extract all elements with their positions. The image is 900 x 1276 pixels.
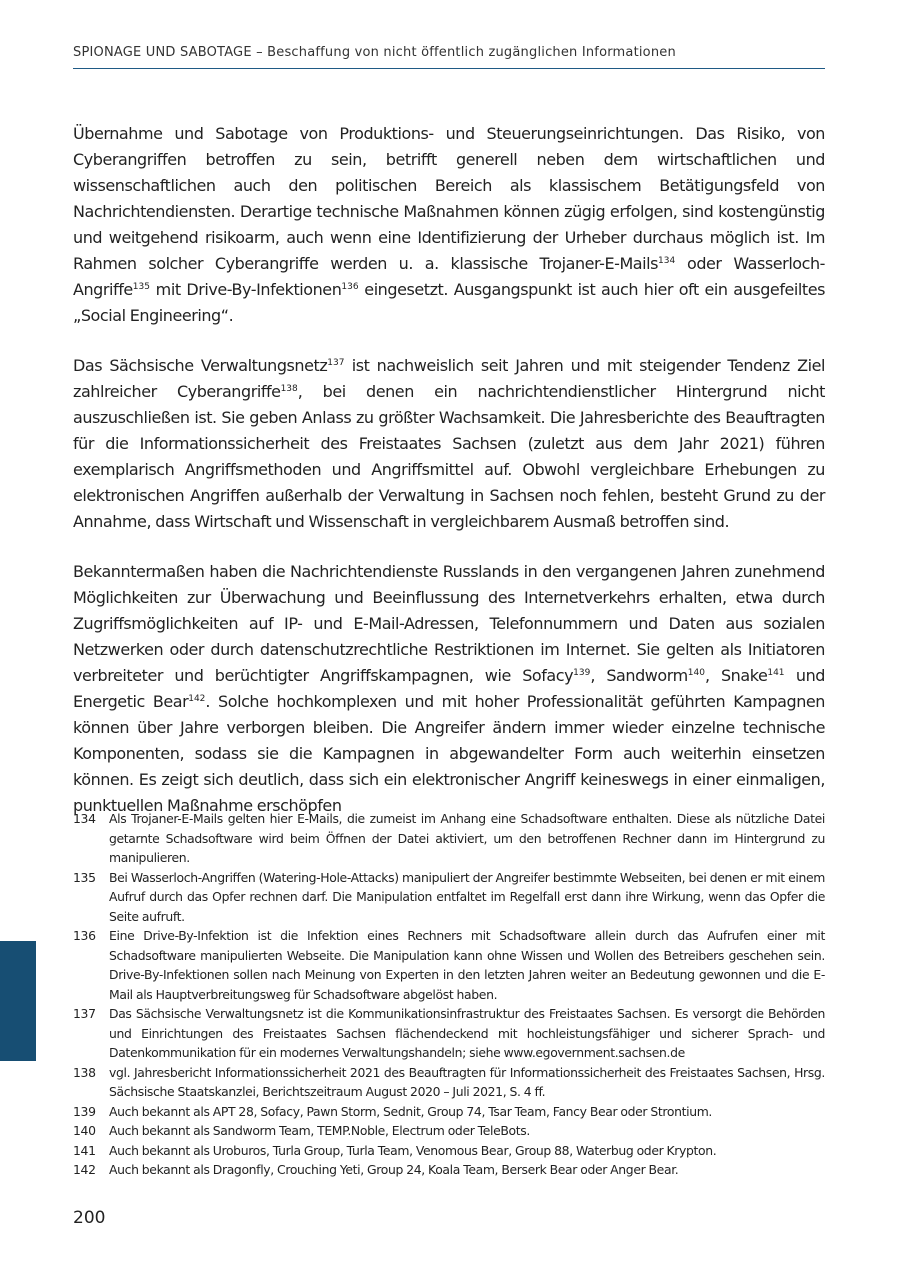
footnote-134 bbox=[73, 809, 825, 868]
p2-text: ist nachweislich seit Jahren und mit steigender Tendenz Ziel zahlreicher Cyberangriffe bbox=[73, 356, 825, 401]
footnote-ref-136[interactable]: 136 bbox=[341, 282, 359, 292]
footnote-138 bbox=[73, 1063, 825, 1102]
p3-text: . Solche hochkomplexen und mit hoher Professionalität geführten Kampagnen können über Jahre verborgen bleiben. Die Angreifer ändern immer wieder einzelne technische Komponenten, sodass sie die Kampagnen in abgewandelter Form auch weiterhin einsetzen können. Es zeigt sich deutlich, dass sich ein elektronischer Angriff keineswegs in einer einmaligen, punktuellen Maßnahme erschöpfen bbox=[73, 692, 825, 815]
p3-text: , Sandworm bbox=[590, 666, 688, 685]
footnote-number: 139 bbox=[73, 1103, 96, 1119]
footnote-ref-140[interactable]: 140 bbox=[687, 668, 705, 678]
p3-text: , Snake bbox=[704, 666, 768, 685]
footnote-135 bbox=[73, 868, 825, 927]
footnote-number: 136 bbox=[73, 928, 96, 943]
page-number: 200 bbox=[73, 1208, 106, 1228]
footnote-ref-141[interactable]: 141 bbox=[767, 668, 785, 678]
footnote-136 bbox=[73, 926, 825, 1004]
footnote-number: 135 bbox=[73, 869, 96, 885]
footnote-text: Auch bekannt als Uroburos, Turla Group, Turla Team, Venomous Bear, Group 88, Waterbug oder Krypton. bbox=[109, 1142, 717, 1158]
footnote-text: Eine Drive-By-Infektion ist die Infektion eines Rechners mit Schadsoftware allein durch das Aufrufen einer mit Schadsoftware manipulierten Webseite. Die Manipulation kann ohne Wissen und Wollen des Betreibers geschehen sein. Drive-By-Infektionen sollen nach Meinung von Experten in den letzten Jahren weiter an Bedeutung gewonnen und die E-Mail als Hauptverbreitungsweg für Schadsoftware abgelöst haben. bbox=[109, 928, 825, 1002]
running-header bbox=[73, 44, 825, 62]
footnote-142 bbox=[73, 1160, 825, 1180]
footnote-140 bbox=[73, 1121, 825, 1141]
footnote-ref-135[interactable]: 135 bbox=[132, 282, 150, 292]
footnote-ref-137[interactable]: 137 bbox=[327, 358, 345, 368]
footnote-text: Auch bekannt als Dragonfly, Crouching Yeti, Group 24, Koala Team, Berserk Bear oder Anger Bear. bbox=[109, 1162, 679, 1177]
chapter-side-tab bbox=[0, 941, 36, 1061]
footnote-number: 140 bbox=[73, 1123, 96, 1138]
footnote-ref-142[interactable]: 142 bbox=[188, 694, 206, 704]
body-text bbox=[73, 121, 825, 819]
header-rule bbox=[73, 68, 825, 69]
footnote-text: vgl. Jahresbericht Informationssicherheit 2021 des Beauftragten für Informationssicherheit des Freistaates Sachsen, Hrsg. Sächsische Staatskanzlei, Berichtszeitraum August 2020 – Juli 2021, S. 4 ff. bbox=[109, 1064, 825, 1099]
header-separator: – bbox=[256, 45, 263, 60]
footnote-text: Auch bekannt als Sandworm Team, TEMP.Noble, Electrum oder TeleBots. bbox=[109, 1123, 530, 1138]
p1-text: eingesetzt. Ausgangspunkt ist auch hier oft ein ausgefeiltes „Social Engineering“. bbox=[73, 280, 825, 325]
p1-text: mit Drive-By-Infektionen bbox=[149, 280, 342, 299]
footnote-text: Auch bekannt als APT 28, Sofacy, Pawn Storm, Sednit, Group 74, Tsar Team, Fancy Bear oder Strontium. bbox=[109, 1103, 713, 1119]
paragraph-3 bbox=[73, 559, 825, 819]
footnote-number: 142 bbox=[73, 1162, 96, 1177]
p2-text: , bei denen ein nachrichtendienstlicher Hintergrund nicht auszuschließen ist. Sie geben Anlass zu größter Wachsamkeit. Die Jahresberichte des Beauftragten für die Informationssicherheit des Freistaates Sachsen (zuletzt aus dem Jahr 2021) führen exemplarisch Angriffsmethoden und Angriffsmittel auf. Obwohl vergleichbare Erhebungen zu elektronischen Angriffen außerhalb der Verwaltung in Sachsen noch fehlen, besteht Grund zu der Annahme, dass Wirtschaft und Wissenschaft in vergleichbarem Ausmaß betroffen sind. bbox=[73, 382, 825, 531]
p1-text: Übernahme und Sabotage von Produktions- und Steuerungseinrichtungen. Das Risiko, von Cyberangriffen betroffen zu sein, betrifft generell neben dem wirtschaftlichen und wissenschaftlichen auch den politischen Bereich als klassischem Betätigungsfeld von Nachrichtendiensten. Derartige technische Maßnahmen können zügig erfolgen, sind kostengünstig und weitgehend risikoarm, auch wenn eine Identifizierung der Urheber durchaus möglich ist. Im Rahmen solcher Cyberangriffe werden u. a. klassische Trojaner-E-Mails bbox=[73, 124, 825, 273]
footnote-ref-139[interactable]: 139 bbox=[573, 668, 591, 678]
footnote-number: 134 bbox=[73, 811, 96, 826]
footnote-ref-134[interactable]: 134 bbox=[658, 256, 676, 266]
paragraph-2 bbox=[73, 353, 825, 535]
paragraph-1 bbox=[73, 121, 825, 329]
footnote-141 bbox=[73, 1141, 825, 1161]
p3-text: und Energetic Bear bbox=[73, 666, 825, 711]
p3-text: Bekanntermaßen haben die Nachrichtendienste Russlands in den vergangenen Jahren zunehmend Möglichkeiten zur Überwachung und Beeinflussung des Internetverkehrs erhalten, etwa durch Zugriffsmöglichkeiten auf IP- und E-Mail-Adressen, Telefonnummern und Daten aus sozialen Netzwerken oder durch datenschutzrechtliche Restriktionen im Internet. Sie gelten als Initiatoren verbreiteter und berüchtigter Angriffskampagnen, wie Sofacy bbox=[73, 562, 825, 685]
footnote-text: Als Trojaner-E-Mails gelten hier E-Mails, die zumeist im Anhang eine Schadsoftware enthalten. Diese als nützliche Datei getarnte Schadsoftware wird beim Öffnen der Datei aktiviert, um den betroffenen Rechner dann im Hintergrund zu manipulieren. bbox=[109, 811, 825, 865]
footnote-139 bbox=[73, 1102, 825, 1122]
footnote-text: Bei Wasserloch-Angriffen (Watering-Hole-Attacks) manipuliert der Angreifer bestimmte Webseiten, bei denen er mit einem Aufruf durch das Opfer rechnen darf. Die Manipulation entfaltet im Regelfall erst dann ihre Wirkung, wenn das Opfer die Seite aufruft. bbox=[109, 869, 825, 924]
header-subtitle: Beschaffung von nicht öffentlich zugänglichen Informationen bbox=[267, 45, 676, 60]
p1-text: oder Wasserloch-Angriffe bbox=[73, 254, 826, 299]
footnote-number: 138 bbox=[73, 1064, 96, 1080]
header-section-title: SPIONAGE UND SABOTAGE bbox=[73, 45, 252, 60]
footnote-137 bbox=[73, 1004, 825, 1063]
footnote-text: Das Sächsische Verwaltungsnetz ist die Kommunikationsinfrastruktur des Freistaates Sachsen. Es versorgt die Behörden und Einrichtungen des Freistaates Sachsen flächendeckend mit hochleistungsfähiger und sicherer Sprach- und Datenkommunikation für ein modernes Verwaltungshandeln; siehe www.egovernment.sachsen.de bbox=[109, 1006, 825, 1060]
footnote-number: 137 bbox=[73, 1006, 96, 1021]
footnotes bbox=[73, 809, 825, 1180]
footnote-ref-138[interactable]: 138 bbox=[280, 384, 298, 394]
p2-text: Das Sächsische Verwaltungsnetz bbox=[73, 356, 328, 375]
footnote-number: 141 bbox=[73, 1142, 96, 1158]
